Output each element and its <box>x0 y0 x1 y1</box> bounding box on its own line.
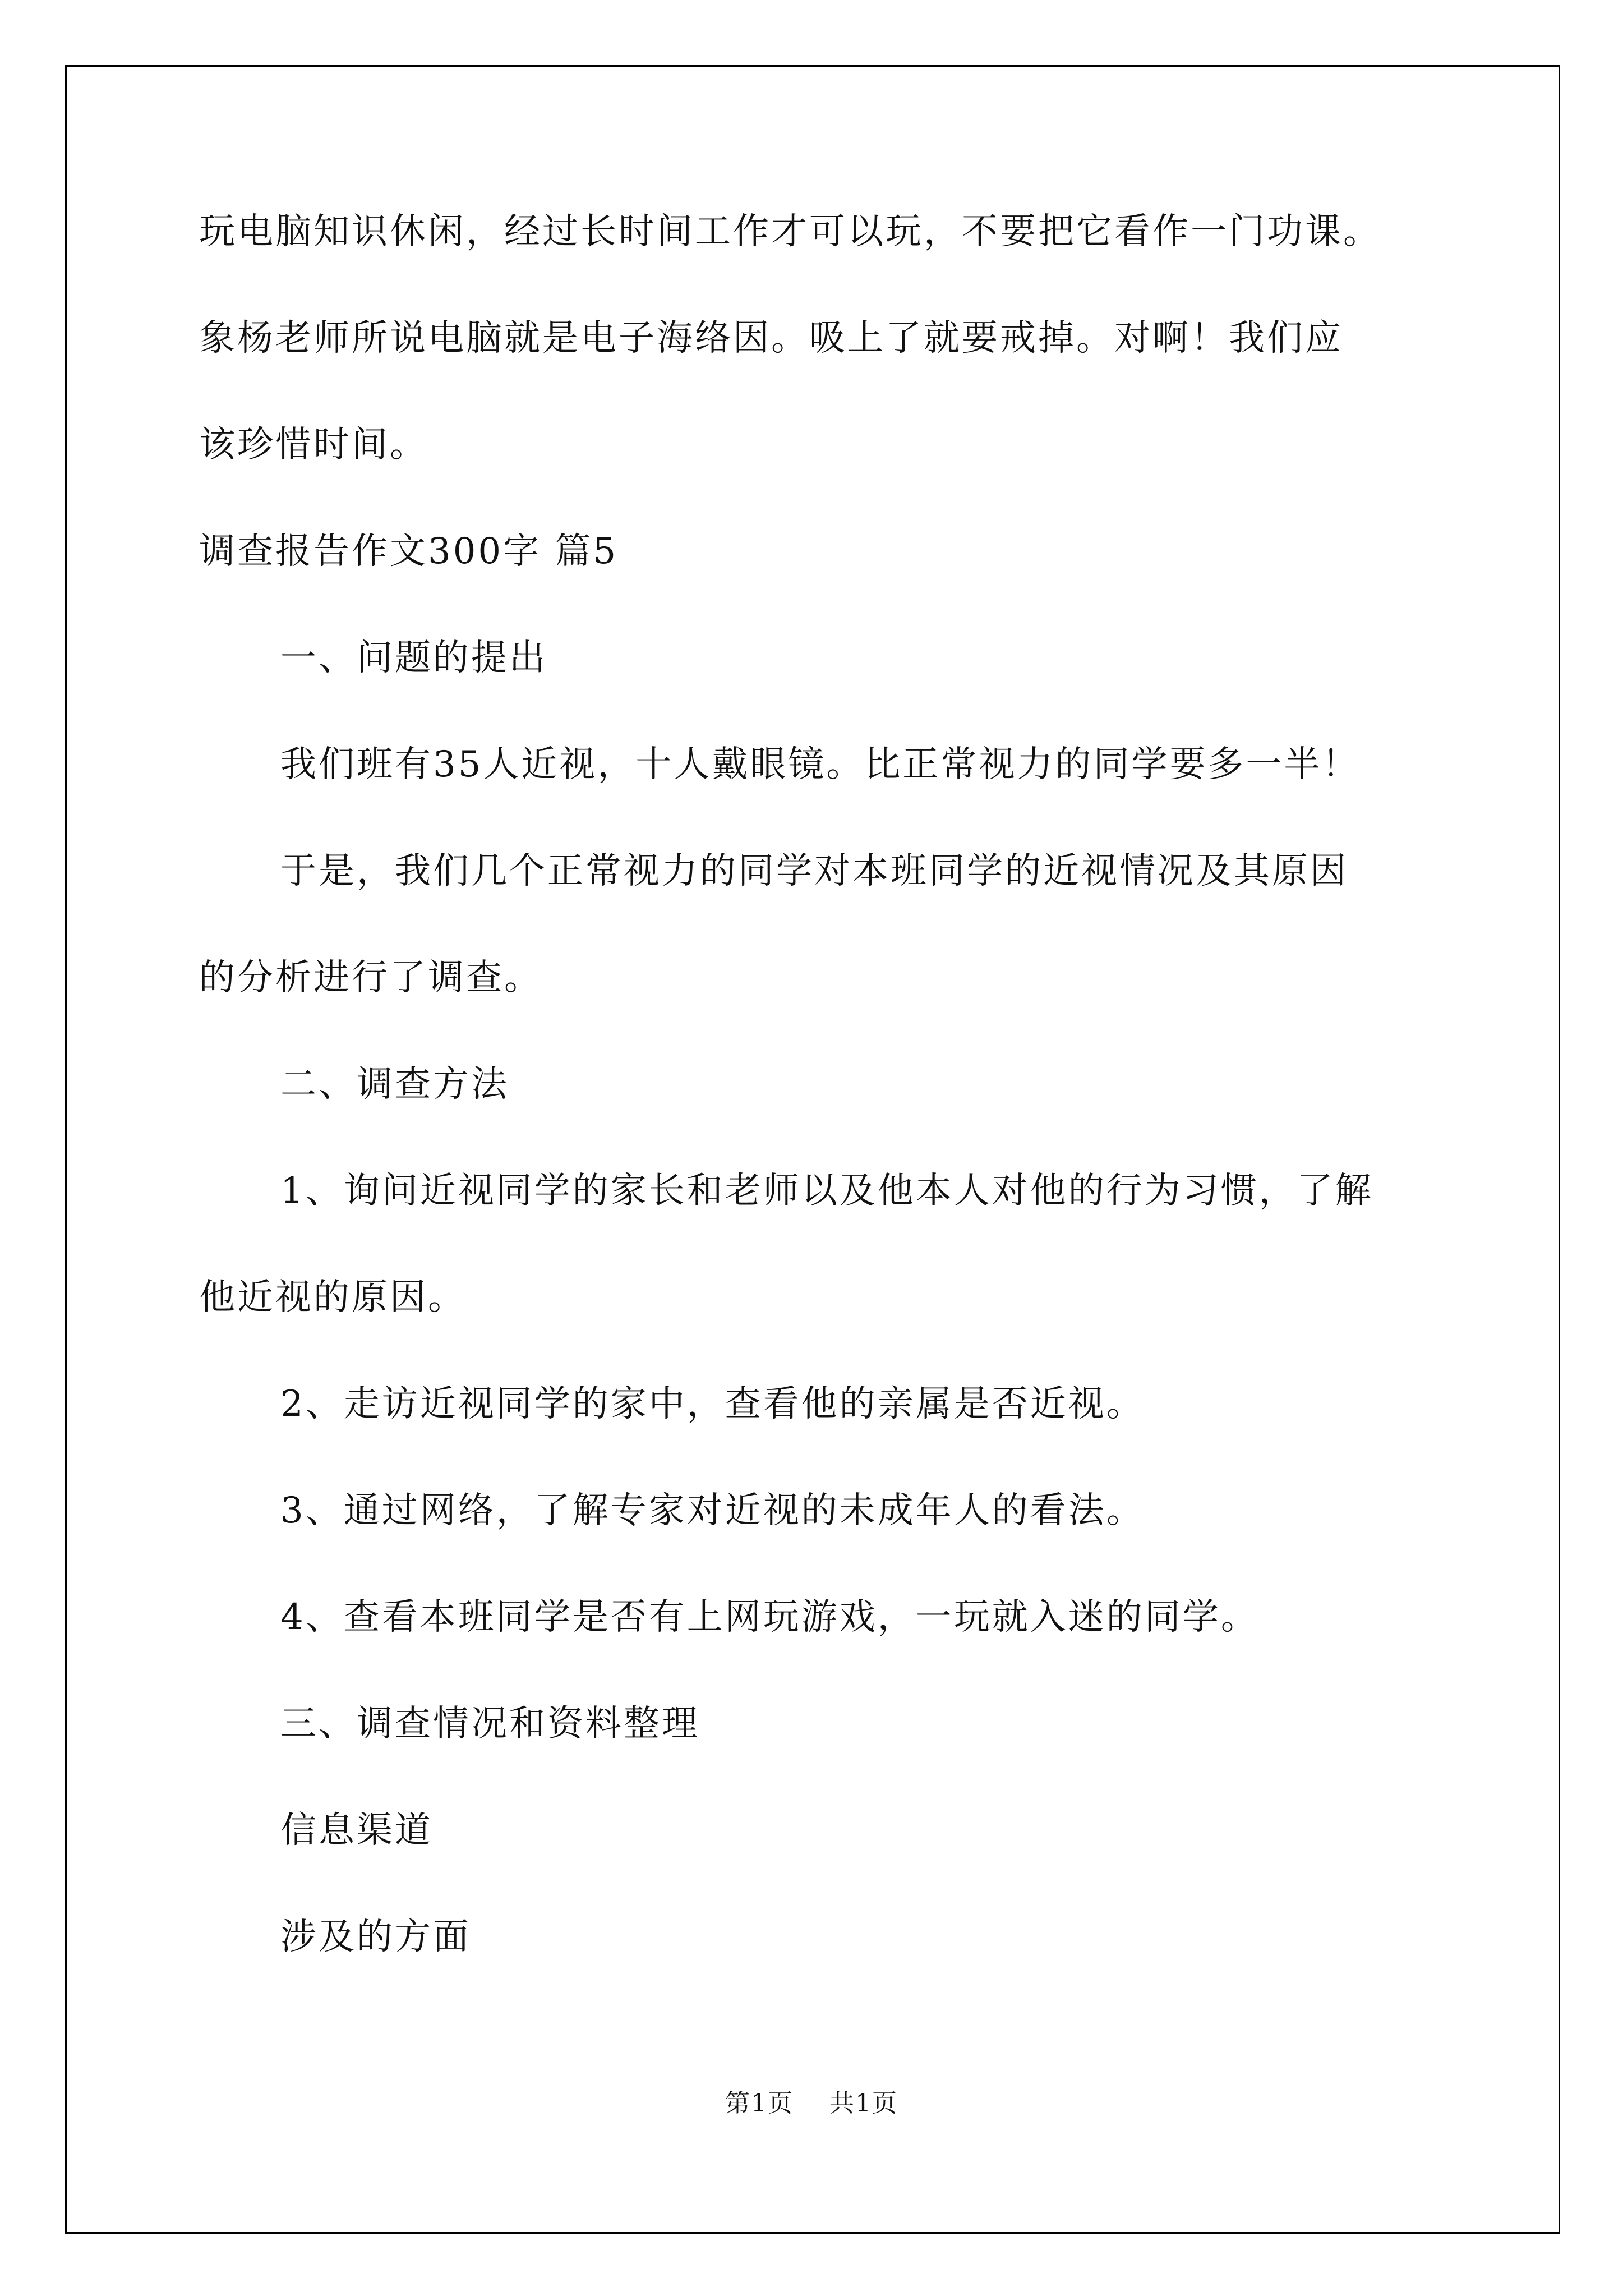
list-item: 3、通过网络，了解专家对近视的未成年人的看法。 <box>280 1490 1145 1531</box>
page-footer <box>0 2087 1623 2120</box>
body-text-line: 象杨老师所说电脑就是电子海络因。吸上了就要戒掉。对啊！我们应 <box>199 318 1343 359</box>
page-total: 共1页 <box>829 2089 898 2118</box>
body-text-line: 该珍惜时间。 <box>199 424 428 466</box>
body-text-line: 他近视的原因。 <box>199 1277 466 1318</box>
body-text-line: 涉及的方面 <box>280 1916 471 1958</box>
body-text-line: 于是，我们几个正常视力的同学对本班同学的近视情况及其原因 <box>280 850 1348 892</box>
body-text-line: 玩电脑知识休闲，经过长时间工作才可以玩，不要把它看作一门功课。 <box>199 211 1381 252</box>
subsection-heading: 二、调查方法 <box>280 1064 509 1105</box>
body-text-line: 信息渠道 <box>280 1810 433 1851</box>
list-item: 4、查看本班同学是否有上网玩游戏，一玩就入迷的同学。 <box>280 1596 1259 1638</box>
subsection-heading: 一、问题的提出 <box>280 637 547 679</box>
list-item: 1、询问近视同学的家长和老师以及他本人对他的行为习惯，了解 <box>280 1170 1373 1212</box>
page-number: 第1页 <box>725 2089 794 2118</box>
body-text-line: 的分析进行了调查。 <box>199 957 542 999</box>
list-item: 2、走访近视同学的家中，查看他的亲属是否近视。 <box>280 1383 1145 1425</box>
section-heading: 调查报告作文300字 篇5 <box>199 531 619 572</box>
page-border <box>65 65 1560 2234</box>
subsection-heading: 三、调查情况和资料整理 <box>280 1703 700 1745</box>
body-text-line: 我们班有35人近视，十人戴眼镜。比正常视力的同学要多一半！ <box>280 744 1361 785</box>
